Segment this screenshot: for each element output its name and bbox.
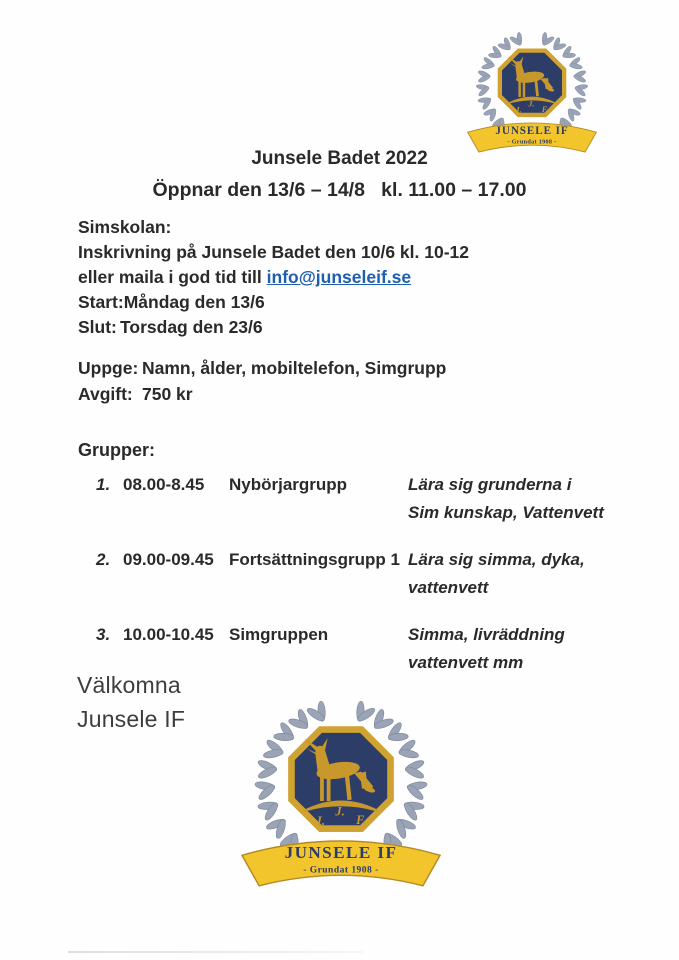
- monogram-f: F.: [356, 812, 366, 827]
- club-crest-icon: [236, 701, 446, 901]
- group-row-2: [96, 546, 636, 602]
- group-description-line2: vattenvett: [408, 578, 489, 597]
- group-number: 2.: [96, 550, 111, 569]
- uppge-line: [78, 356, 446, 382]
- grupper-heading: Grupper:: [78, 440, 156, 460]
- monogram-i: I.: [317, 813, 325, 828]
- group-number: 3.: [96, 625, 111, 644]
- monogram-j: J.: [335, 804, 345, 819]
- group-description: [408, 621, 636, 677]
- group-number: 1.: [96, 475, 111, 494]
- scan-artifact-line: [68, 951, 363, 953]
- group-time: 10.00-10.45: [123, 625, 214, 644]
- group-description-line2: vattenvett mm: [408, 653, 524, 672]
- avgift-value: 750 kr: [142, 383, 193, 404]
- group-time: 09.00-09.45: [123, 550, 214, 569]
- groups-table: [96, 471, 636, 696]
- slut-label: Slut:: [78, 317, 117, 337]
- monogram-f: F.: [541, 104, 549, 114]
- monogram-j: J.: [528, 99, 535, 109]
- club-crest-icon: [464, 32, 600, 162]
- start-line: [78, 290, 469, 315]
- avgift-line: [78, 382, 446, 408]
- monogram-i: I.: [516, 105, 522, 115]
- group-description-line1: Lära sig simma, dyka,: [408, 550, 585, 569]
- group-row-1: [96, 471, 636, 527]
- simskolan-section: [78, 215, 469, 340]
- start-value: Måndag den 13/6: [123, 292, 265, 312]
- junsele-if-logo-bottom: [236, 701, 446, 901]
- closing-line2: Junsele IF: [77, 706, 186, 732]
- closing-line1: Välkomna: [77, 672, 181, 698]
- group-description: [408, 546, 636, 602]
- logo-founded-text: - Grundat 1908 -: [507, 138, 557, 146]
- junsele-if-logo-top: [464, 32, 600, 162]
- simskolan-heading: Simskolan:: [78, 217, 172, 237]
- closing-signature: [77, 668, 185, 736]
- avgift-label: Avgift:: [78, 383, 133, 404]
- opening-hours-line: Öppnar den 13/6 – 14/8 kl. 11.00 – 17.00: [152, 179, 527, 201]
- email-link[interactable]: info@junseleif.se: [266, 267, 412, 287]
- group-description-line2: Sim kunskap, Vattenvett: [408, 503, 604, 522]
- group-name: Nybörjargrupp: [229, 475, 348, 494]
- email-line: [78, 265, 469, 290]
- page-title: Junsele Badet 2022: [251, 148, 428, 169]
- logo-club-name: JUNSELE IF: [284, 843, 398, 863]
- registration-details-section: [78, 356, 446, 407]
- group-name: Simgruppen: [229, 625, 329, 644]
- group-description-line1: Simma, livräddning: [408, 625, 565, 644]
- email-line-prefix: eller maila i god tid till: [78, 267, 262, 287]
- logo-club-name: JUNSELE IF: [495, 125, 569, 138]
- group-time: 08.00-8.45: [123, 475, 205, 494]
- group-description-line1: Lära sig grunderna i: [408, 475, 572, 494]
- logo-founded-text: - Grundat 1908 -: [303, 865, 379, 876]
- registration-line: Inskrivning på Junsele Badet den 10/6 kl. 10-12: [78, 242, 469, 262]
- start-label: Start:: [78, 292, 124, 312]
- slut-line: [78, 315, 469, 340]
- slut-value: Torsdag den 23/6: [120, 317, 263, 337]
- uppge-label: Uppge:: [78, 358, 139, 378]
- uppge-value: Namn, ålder, mobiltelefon, Simgrupp: [142, 358, 447, 378]
- group-name: Fortsättningsgrupp 1: [229, 550, 400, 569]
- group-description: [408, 471, 636, 527]
